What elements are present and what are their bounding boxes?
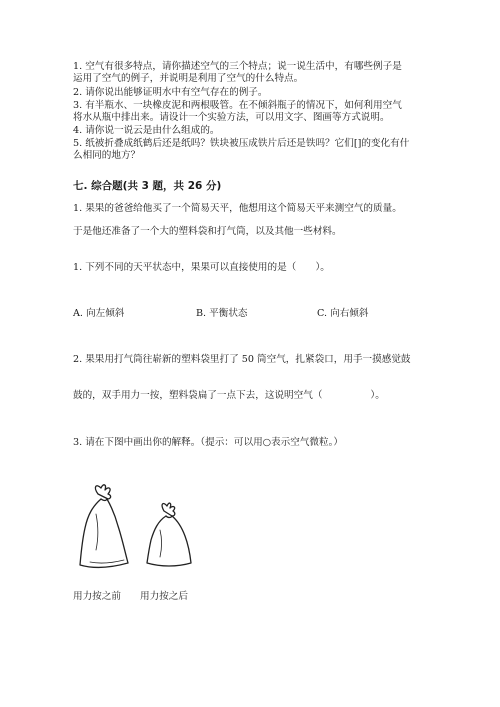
- problem-text: 于是他还准备了一个大的塑料袋和打气筒，以及其他一些材料。: [73, 226, 342, 237]
- plastic-bags-illustration: [68, 478, 218, 578]
- intro-line: 4. 请你说一说云是由什么组成的。: [73, 125, 220, 136]
- intro-line: 3. 有半瓶水、一块橡皮泥和两根吸管。在不倾斜瓶子的情况下，如何利用空气: [73, 100, 402, 111]
- intro-line: 将水从瓶中排出来。请设计一个实验方法，可以用文字、图画等方式说明。: [73, 112, 390, 123]
- option-c: C. 向右倾斜: [317, 308, 369, 319]
- question-3: 3. 请在下图中画出你的解释。（提示：可以用○表示空气微粒。）: [73, 437, 344, 448]
- option-b: B. 平衡状态: [196, 308, 248, 319]
- caption-before: 用力按之前: [73, 591, 121, 602]
- question-2: 2. 果果用打气筒往崭新的塑料袋里打了 50 筒空气，扎紧袋口，用手一摸感觉鼓: [73, 354, 411, 365]
- intro-line: 运用了空气的例子，并说明是利用了空气的什么特点。: [73, 73, 304, 84]
- small-bag-drawing: [147, 503, 191, 566]
- question-1: 1. 下列不同的天平状态中，果果可以直接使用的是（ ）。: [73, 262, 330, 273]
- intro-line: 1. 空气有很多特点，请你描述空气的三个特点；说一说生活中，有哪些例子是: [73, 61, 402, 72]
- intro-line: 么相同的地方？: [73, 150, 141, 161]
- question-2: 鼓的，双手用力一按，塑料袋扁了一点下去，这说明空气（ ）。: [73, 390, 385, 401]
- intro-line: 5. 纸被折叠成纸鹤后还是纸吗？铁块被压成铁片后还是铁吗？它们[]的变化有什: [73, 138, 410, 149]
- caption-after: 用力按之后: [140, 591, 188, 602]
- intro-line: 2. 请你说出能够证明水中有空气存在的例子。: [73, 87, 268, 98]
- large-bag-drawing: [80, 485, 128, 568]
- problem-text: 1. 果果的爸爸给他买了一个简易天平，他想用这个简易天平来测空气的质量。: [73, 203, 402, 214]
- option-a: A. 向左倾斜: [73, 308, 125, 319]
- section-heading: 七. 综合题(共 3 题，共 26 分): [73, 180, 222, 192]
